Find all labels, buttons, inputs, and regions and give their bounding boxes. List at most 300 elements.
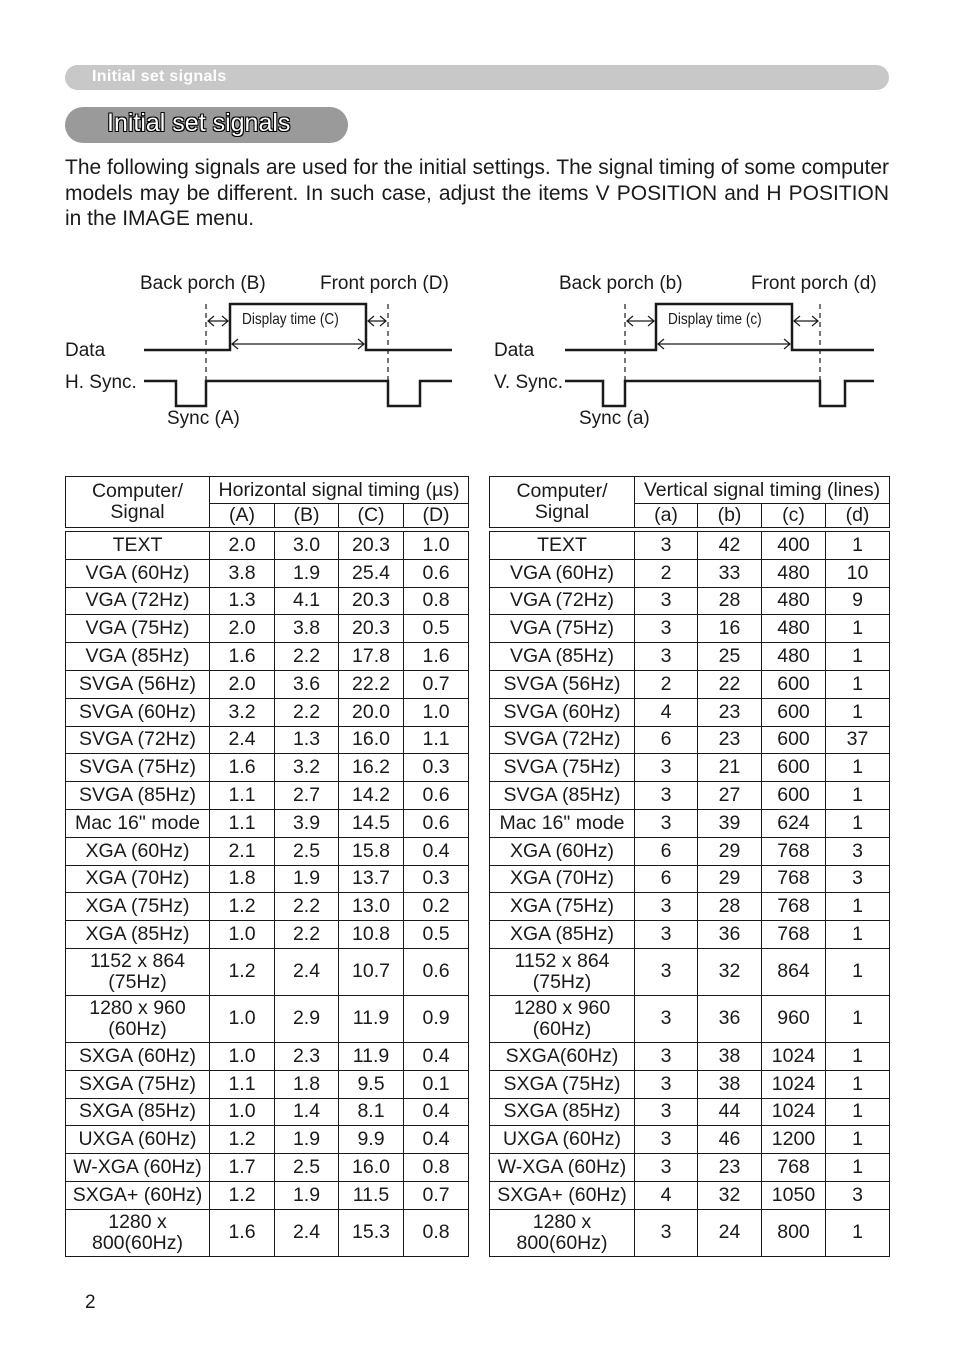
- timing-value-cell: 38: [698, 1070, 762, 1098]
- signal-name-line: SXGA (60Hz): [78, 1044, 197, 1067]
- signal-name-cell: [490, 893, 635, 921]
- signal-name-cell: [490, 559, 635, 587]
- timing-value-cell: 0.1: [404, 1070, 469, 1098]
- timing-value-cell: 2.1: [210, 837, 275, 865]
- signal-name-cell: [66, 995, 210, 1042]
- signal-name-line: (60Hz): [532, 1017, 592, 1040]
- table-row: [490, 1042, 890, 1070]
- signal-name-cell: [490, 1126, 635, 1154]
- timing-value-cell: 3.2: [275, 754, 339, 782]
- timing-value-cell: 1024: [762, 1042, 826, 1070]
- timing-value-cell: 22.2: [339, 670, 404, 698]
- timing-value-cell: 1.9: [275, 865, 339, 893]
- timing-value-cell: 10.8: [339, 921, 404, 949]
- timing-value-cell: 21: [698, 754, 762, 782]
- timing-value-cell: 800: [762, 1209, 826, 1256]
- timing-value-cell: 1.0: [210, 1042, 275, 1070]
- column-header: (b): [698, 504, 762, 528]
- timing-value-cell: 1: [826, 1070, 890, 1098]
- timing-value-cell: 2.5: [275, 837, 339, 865]
- horizontal-timing-diagram: [60, 260, 480, 440]
- timing-value-cell: 1.0: [210, 995, 275, 1042]
- timing-value-cell: 0.6: [404, 948, 469, 995]
- table-row: [66, 698, 469, 726]
- timing-value-cell: 1.0: [404, 532, 469, 560]
- timing-value-cell: 1: [826, 1098, 890, 1126]
- timing-value-cell: 1: [826, 1126, 890, 1154]
- timing-value-cell: 2.0: [210, 532, 275, 560]
- timing-value-cell: 3: [826, 1181, 890, 1209]
- timing-value-cell: 1.8: [210, 865, 275, 893]
- signal-name-line: (60Hz): [108, 1017, 167, 1040]
- signal-name-line: TEXT: [537, 533, 587, 556]
- table-row: [490, 782, 890, 810]
- timing-value-cell: 0.4: [404, 1098, 469, 1126]
- timing-value-cell: 46: [698, 1126, 762, 1154]
- table-row: [66, 1209, 469, 1256]
- timing-value-cell: 2.4: [275, 1209, 339, 1256]
- timing-value-cell: 1: [826, 532, 890, 560]
- table-row: [490, 615, 890, 643]
- timing-value-cell: 11.5: [339, 1181, 404, 1209]
- signal-name-cell: [490, 782, 635, 810]
- sync-label: Sync (A): [167, 408, 240, 429]
- front-porch-label: Front porch (D): [320, 273, 449, 294]
- signal-name-cell: [66, 1154, 210, 1182]
- signal-name-line: SXGA+ (60Hz): [72, 1183, 203, 1206]
- table-row: [66, 837, 469, 865]
- signal-name-line: XGA (60Hz): [85, 839, 190, 862]
- timing-value-cell: 28: [698, 893, 762, 921]
- timing-value-cell: 23: [698, 726, 762, 754]
- timing-value-cell: 24: [698, 1209, 762, 1256]
- timing-value-cell: 768: [762, 865, 826, 893]
- signal-name-cell: [66, 1098, 210, 1126]
- table-row: [66, 782, 469, 810]
- table-row: [490, 754, 890, 782]
- timing-value-cell: 1.8: [275, 1070, 339, 1098]
- timing-value-cell: 4: [635, 698, 698, 726]
- table-row: [66, 1070, 469, 1098]
- signal-name-cell: [66, 726, 210, 754]
- signal-name-cell: [66, 698, 210, 726]
- timing-value-cell: 1050: [762, 1181, 826, 1209]
- timing-value-cell: 1: [826, 782, 890, 810]
- signal-name-line: VGA (60Hz): [509, 561, 615, 584]
- timing-value-cell: 3: [635, 893, 698, 921]
- column-header: (A): [210, 504, 275, 528]
- timing-value-cell: 1: [826, 809, 890, 837]
- timing-value-cell: 20.0: [339, 698, 404, 726]
- table-row: [66, 995, 469, 1042]
- timing-value-cell: 20.3: [339, 615, 404, 643]
- signal-name-line: 1152 x 864: [514, 949, 610, 972]
- signal-name-cell: [490, 1098, 635, 1126]
- timing-value-cell: 0.6: [404, 782, 469, 810]
- signal-name-line: SXGA (75Hz): [503, 1072, 621, 1095]
- table-row: [490, 948, 890, 995]
- table-row: [490, 587, 890, 615]
- column-header: (d): [826, 504, 890, 528]
- timing-value-cell: 600: [762, 670, 826, 698]
- timing-value-cell: 1.1: [210, 1070, 275, 1098]
- signal-name-line: SVGA (85Hz): [78, 784, 197, 807]
- table-row: [66, 1154, 469, 1182]
- timing-value-cell: 1: [826, 948, 890, 995]
- table-row: [66, 754, 469, 782]
- table-row: [490, 893, 890, 921]
- timing-value-cell: 20.3: [339, 532, 404, 560]
- table-row: [490, 643, 890, 671]
- timing-value-cell: 3: [635, 948, 698, 995]
- timing-value-cell: 1.2: [210, 948, 275, 995]
- table-row: [66, 559, 469, 587]
- signal-name-cell: [66, 615, 210, 643]
- column-header: (c): [762, 504, 826, 528]
- timing-value-cell: 2.2: [275, 893, 339, 921]
- timing-value-cell: 3: [635, 921, 698, 949]
- signal-name-line: Mac 16" mode: [499, 811, 625, 834]
- timing-value-cell: 29: [698, 837, 762, 865]
- signal-name-line: W-XGA (60Hz): [73, 1156, 202, 1179]
- timing-value-cell: 23: [698, 1154, 762, 1182]
- timing-value-cell: 32: [698, 1181, 762, 1209]
- timing-value-cell: 3: [635, 995, 698, 1042]
- timing-value-cell: 16.2: [339, 754, 404, 782]
- front-porch-label: Front porch (d): [751, 273, 877, 294]
- timing-value-cell: 14.5: [339, 809, 404, 837]
- timing-value-cell: 16.0: [339, 1154, 404, 1182]
- timing-value-cell: 10: [826, 559, 890, 587]
- timing-value-cell: 2.2: [275, 921, 339, 949]
- timing-value-cell: 1.9: [275, 1126, 339, 1154]
- timing-value-cell: 3: [635, 1098, 698, 1126]
- timing-value-cell: 1: [826, 698, 890, 726]
- timing-value-cell: 0.8: [404, 1209, 469, 1256]
- corner-line: Signal: [110, 501, 165, 523]
- table-row: [66, 587, 469, 615]
- signal-name-line: SVGA (60Hz): [78, 700, 197, 723]
- timing-value-cell: 3.2: [210, 698, 275, 726]
- timing-value-cell: 4.1: [275, 587, 339, 615]
- signal-name-cell: [490, 995, 635, 1042]
- table-row: [490, 921, 890, 949]
- table-row: [490, 1154, 890, 1182]
- signal-name-cell: [490, 698, 635, 726]
- sync-label: Sync (a): [579, 408, 650, 429]
- timing-value-cell: 2.4: [275, 948, 339, 995]
- timing-value-cell: 23: [698, 698, 762, 726]
- signal-name-cell: [66, 837, 210, 865]
- timing-value-cell: 768: [762, 893, 826, 921]
- signal-name-cell: [66, 559, 210, 587]
- signal-name-line: 1280 x: [532, 1210, 592, 1233]
- signal-name-line: 1280 x 960: [89, 996, 186, 1019]
- timing-value-cell: 3.9: [275, 809, 339, 837]
- signal-name-cell: [490, 643, 635, 671]
- timing-value-cell: 16: [698, 615, 762, 643]
- timing-value-cell: 600: [762, 782, 826, 810]
- timing-value-cell: 600: [762, 726, 826, 754]
- table-body: [490, 532, 890, 1257]
- table-row: [490, 995, 890, 1042]
- signal-name-cell: [490, 587, 635, 615]
- timing-value-cell: 1: [826, 1209, 890, 1256]
- table-row: [490, 865, 890, 893]
- signal-name-cell: [66, 1126, 210, 1154]
- timing-value-cell: 25.4: [339, 559, 404, 587]
- table-row: [66, 726, 469, 754]
- timing-value-cell: 2: [635, 670, 698, 698]
- timing-value-cell: 38: [698, 1042, 762, 1070]
- signal-name-line: VGA (85Hz): [509, 645, 615, 668]
- column-header: (C): [339, 504, 404, 528]
- signal-name-line: 1152 x 864: [89, 949, 186, 972]
- signal-name-cell: [66, 670, 210, 698]
- signal-name-line: (75Hz): [108, 970, 167, 993]
- timing-value-cell: 1.9: [275, 1181, 339, 1209]
- vertical-timing-table: [489, 476, 890, 1257]
- sync-signal-label: H. Sync.: [65, 372, 137, 393]
- timing-value-cell: 3.0: [275, 532, 339, 560]
- timing-value-cell: 9.5: [339, 1070, 404, 1098]
- signal-name-cell: [490, 837, 635, 865]
- timing-value-cell: 1: [826, 1042, 890, 1070]
- signal-name-line: SVGA (72Hz): [78, 728, 197, 751]
- signal-name-cell: [490, 921, 635, 949]
- timing-value-cell: 1: [826, 615, 890, 643]
- timing-value-cell: 20.3: [339, 587, 404, 615]
- timing-value-cell: 1.6: [210, 643, 275, 671]
- timing-value-cell: 624: [762, 809, 826, 837]
- timing-value-cell: 2.3: [275, 1042, 339, 1070]
- table-row: [490, 532, 890, 560]
- signal-name-line: TEXT: [112, 533, 163, 556]
- table-row: [490, 1181, 890, 1209]
- table-row: [490, 1209, 890, 1256]
- corner-line: Signal: [534, 501, 590, 523]
- signal-name-cell: [66, 782, 210, 810]
- vertical-timing-diagram: [489, 260, 909, 440]
- signal-name-cell: [490, 1181, 635, 1209]
- table-row: [66, 670, 469, 698]
- signal-name-line: SXGA (85Hz): [503, 1100, 621, 1123]
- horizontal-timing-table: [65, 476, 469, 1257]
- timing-value-cell: 1: [826, 1154, 890, 1182]
- signal-name-line: SXGA (85Hz): [78, 1100, 197, 1123]
- timing-value-cell: 1.9: [275, 559, 339, 587]
- timing-value-cell: 768: [762, 837, 826, 865]
- corner-line: Computer/: [91, 480, 184, 502]
- signal-name-cell: [490, 865, 635, 893]
- timing-value-cell: 36: [698, 995, 762, 1042]
- data-label: Data: [494, 340, 535, 361]
- timing-value-cell: 1.1: [210, 809, 275, 837]
- timing-value-cell: 13.7: [339, 865, 404, 893]
- timing-value-cell: 2: [635, 559, 698, 587]
- timing-value-cell: 1.1: [210, 782, 275, 810]
- table-row: [66, 1098, 469, 1126]
- timing-value-cell: 1.2: [210, 893, 275, 921]
- timing-value-cell: 0.3: [404, 865, 469, 893]
- signal-name-cell: [66, 1181, 210, 1209]
- timing-value-cell: 2.5: [275, 1154, 339, 1182]
- table-row: [66, 809, 469, 837]
- signal-name-line: XGA (85Hz): [85, 923, 190, 946]
- signal-name-line: (75Hz): [532, 970, 592, 993]
- timing-value-cell: 2.0: [210, 670, 275, 698]
- display-time-label: Display time (C): [242, 311, 339, 328]
- timing-value-cell: 768: [762, 1154, 826, 1182]
- signal-name-line: SXGA+ (60Hz): [497, 1183, 627, 1206]
- timing-value-cell: 1200: [762, 1126, 826, 1154]
- timing-value-cell: 11.9: [339, 995, 404, 1042]
- timing-value-cell: 1.4: [275, 1098, 339, 1126]
- timing-value-cell: 0.7: [404, 1181, 469, 1209]
- signal-name-line: SVGA (56Hz): [78, 672, 197, 695]
- timing-value-cell: 3: [635, 809, 698, 837]
- timing-value-cell: 0.5: [404, 615, 469, 643]
- timing-value-cell: 3: [826, 865, 890, 893]
- timing-value-cell: 2.2: [275, 698, 339, 726]
- timing-value-cell: 0.2: [404, 893, 469, 921]
- signal-name-line: SVGA (60Hz): [503, 700, 621, 723]
- signal-name-line: UXGA (60Hz): [502, 1128, 622, 1151]
- table-row: [66, 893, 469, 921]
- timing-value-cell: 32: [698, 948, 762, 995]
- signal-name-cell: [490, 1154, 635, 1182]
- table-row: [490, 1098, 890, 1126]
- timing-value-cell: 25: [698, 643, 762, 671]
- table-row: [66, 615, 469, 643]
- timing-value-cell: 3: [635, 1042, 698, 1070]
- timing-value-cell: 600: [762, 698, 826, 726]
- timing-value-cell: 1.0: [404, 698, 469, 726]
- timing-value-cell: 36: [698, 921, 762, 949]
- signal-name-line: XGA (70Hz): [509, 867, 615, 890]
- timing-value-cell: 3: [635, 615, 698, 643]
- timing-value-cell: 0.6: [404, 809, 469, 837]
- timing-value-cell: 0.4: [404, 1042, 469, 1070]
- signal-name-line: SVGA (56Hz): [503, 672, 621, 695]
- timing-value-cell: 17.8: [339, 643, 404, 671]
- signal-name-line: W-XGA (60Hz): [497, 1156, 627, 1179]
- timing-value-cell: 3: [635, 754, 698, 782]
- timing-value-cell: 3: [635, 1070, 698, 1098]
- signal-name-cell: [66, 1042, 210, 1070]
- signal-name-line: 800(60Hz): [91, 1231, 184, 1254]
- timing-value-cell: 44: [698, 1098, 762, 1126]
- section-title-pill: [65, 107, 348, 143]
- table-row: [66, 532, 469, 560]
- timing-value-cell: 42: [698, 532, 762, 560]
- timing-value-cell: 1024: [762, 1070, 826, 1098]
- timing-value-cell: 6: [635, 865, 698, 893]
- signal-name-line: VGA (72Hz): [85, 589, 190, 612]
- table-row: [490, 837, 890, 865]
- signal-name-line: UXGA (60Hz): [78, 1128, 197, 1151]
- timing-value-cell: 2.9: [275, 995, 339, 1042]
- timing-value-cell: 400: [762, 532, 826, 560]
- timing-value-cell: 1.6: [404, 643, 469, 671]
- signal-name-line: XGA (60Hz): [509, 839, 615, 862]
- timing-value-cell: 3: [826, 837, 890, 865]
- timing-value-cell: 3: [635, 643, 698, 671]
- signal-name-line: VGA (75Hz): [85, 617, 190, 640]
- timing-value-cell: 15.8: [339, 837, 404, 865]
- timing-value-cell: 480: [762, 643, 826, 671]
- signal-name-cell: [490, 726, 635, 754]
- timing-value-cell: 0.6: [404, 559, 469, 587]
- timing-value-cell: 1.0: [210, 1098, 275, 1126]
- timing-value-cell: 1.7: [210, 1154, 275, 1182]
- corner-line: Computer/: [516, 480, 608, 502]
- table-row: [490, 809, 890, 837]
- signal-name-line: VGA (75Hz): [509, 617, 615, 640]
- header-tab-label: Initial set signals: [92, 68, 227, 85]
- signal-name-cell: [490, 670, 635, 698]
- table-row: [66, 1126, 469, 1154]
- signal-name-cell: [66, 754, 210, 782]
- timing-value-cell: 960: [762, 995, 826, 1042]
- timing-value-cell: 1.6: [210, 1209, 275, 1256]
- signal-name-cell: [490, 1042, 635, 1070]
- signal-name-cell: [490, 754, 635, 782]
- timing-value-cell: 480: [762, 615, 826, 643]
- signal-name-cell: [490, 1070, 635, 1098]
- timing-value-cell: 0.8: [404, 1154, 469, 1182]
- timing-value-cell: 1024: [762, 1098, 826, 1126]
- timing-value-cell: 6: [635, 726, 698, 754]
- timing-value-cell: 0.4: [404, 1126, 469, 1154]
- signal-name-cell: [490, 615, 635, 643]
- timing-value-cell: 480: [762, 559, 826, 587]
- signal-name-line: XGA (75Hz): [85, 895, 190, 918]
- timing-value-cell: 22: [698, 670, 762, 698]
- table-row: [490, 559, 890, 587]
- table-body: [66, 532, 469, 1257]
- timing-value-cell: 0.8: [404, 587, 469, 615]
- signal-name-line: XGA (75Hz): [509, 895, 615, 918]
- group-header: Vertical signal timing (lines): [635, 477, 890, 504]
- timing-value-cell: 8.1: [339, 1098, 404, 1126]
- timing-value-cell: 3: [635, 1154, 698, 1182]
- timing-value-cell: 37: [826, 726, 890, 754]
- timing-value-cell: 2.7: [275, 782, 339, 810]
- timing-value-cell: 13.0: [339, 893, 404, 921]
- corner-header: [490, 477, 635, 528]
- timing-value-cell: 1.1: [404, 726, 469, 754]
- timing-value-cell: 1.2: [210, 1126, 275, 1154]
- signal-name-line: SVGA (85Hz): [503, 784, 621, 807]
- timing-value-cell: 1: [826, 643, 890, 671]
- timing-value-cell: 0.3: [404, 754, 469, 782]
- table-row: [66, 643, 469, 671]
- back-porch-label: Back porch (b): [559, 273, 683, 294]
- signal-name-cell: [66, 865, 210, 893]
- signal-name-line: 1280 x 960: [513, 996, 611, 1019]
- table-row: [66, 1181, 469, 1209]
- table-row: [490, 1126, 890, 1154]
- table-row: [66, 948, 469, 995]
- signal-name-line: VGA (85Hz): [85, 645, 190, 668]
- timing-value-cell: 14.2: [339, 782, 404, 810]
- timing-value-cell: 1: [826, 995, 890, 1042]
- display-time-label: Display time (c): [668, 311, 762, 328]
- timing-value-cell: 4: [635, 1181, 698, 1209]
- data-label: Data: [65, 340, 106, 361]
- timing-value-cell: 1: [826, 670, 890, 698]
